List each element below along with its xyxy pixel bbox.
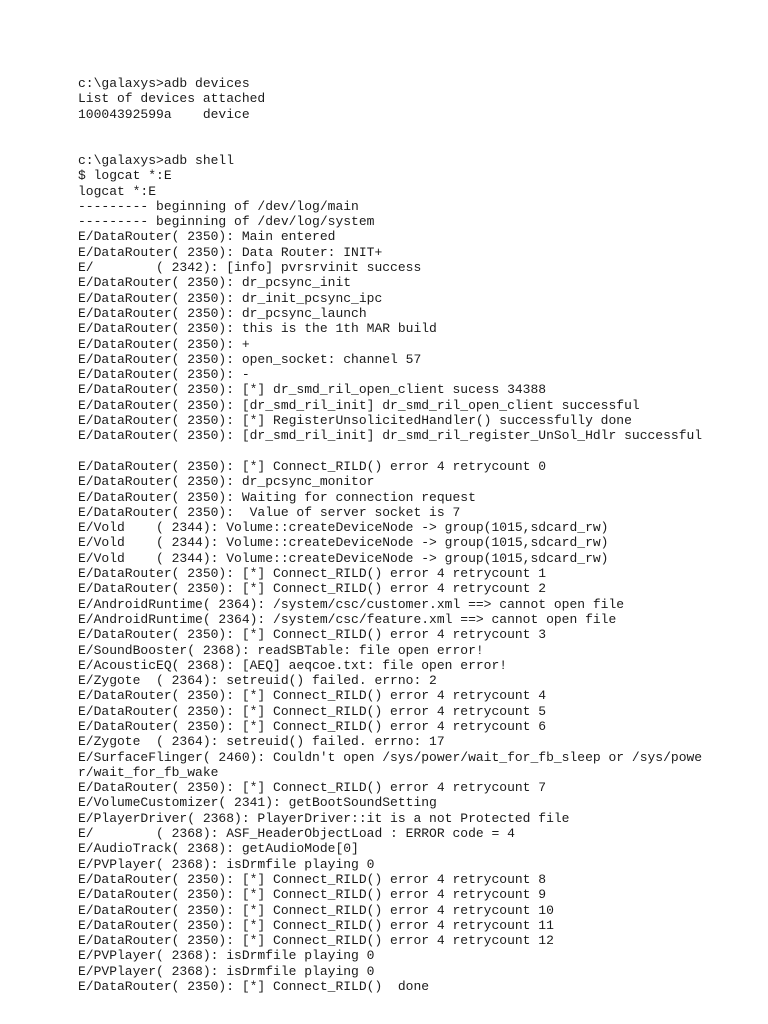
logcat-line: E/DataRouter( 2350): - bbox=[78, 367, 250, 383]
logcat-line: E/DataRouter( 2350): [dr_smd_ril_init] dr_smd_ril_register_UnSol_Hdlr successful bbox=[78, 428, 703, 444]
logcat-line: E/DataRouter( 2350): [*] Connect_RILD() error 4 retrycount 0 bbox=[78, 458, 547, 474]
logcat-line: E/DataRouter( 2350): [*] Connect_RILD() error 4 retrycount 4 bbox=[78, 688, 547, 704]
logcat-line: E/PlayerDriver( 2368): PlayerDriver::it is a not Protected file bbox=[78, 810, 570, 826]
logcat-line: E/Zygote ( 2364): setreuid() failed. errno: 17 bbox=[78, 734, 445, 750]
logcat-line: E/DataRouter( 2350): Main entered bbox=[78, 229, 336, 245]
logcat-line: E/DataRouter( 2350): dr_init_pcsync_ipc bbox=[78, 290, 383, 306]
logcat-line: --------- beginning of /dev/log/main bbox=[78, 198, 359, 214]
logcat-line: E/VolumeCustomizer( 2341): getBootSoundSetting bbox=[78, 795, 437, 811]
logcat-line: logcat *:E bbox=[78, 183, 157, 199]
logcat-line: E/SurfaceFlinger( 2460): Couldn't open /sys/power/wait_for_fb_sleep or /sys/powe bbox=[78, 749, 703, 765]
logcat-line: E/DataRouter( 2350): + bbox=[78, 336, 250, 352]
logcat-line: E/Vold ( 2344): Volume::createDeviceNode -> group(1015,sdcard_rw) bbox=[78, 520, 609, 536]
logcat-line: E/Vold ( 2344): Volume::createDeviceNode -> group(1015,sdcard_rw) bbox=[78, 550, 609, 566]
logcat-line: E/DataRouter( 2350): [*] Connect_RILD() error 4 retrycount 10 bbox=[78, 902, 554, 918]
logcat-line: E/DataRouter( 2350): [*] Connect_RILD() error 4 retrycount 11 bbox=[78, 917, 554, 933]
adb-devices-output bbox=[78, 76, 760, 122]
devices-line: List of devices attached bbox=[78, 91, 266, 107]
logcat-line: E/DataRouter( 2350): [*] Connect_RILD() error 4 retrycount 1 bbox=[78, 566, 547, 582]
logcat-line: E/DataRouter( 2350): [*] Connect_RILD() done bbox=[78, 979, 430, 995]
logcat-output bbox=[78, 153, 760, 994]
logcat-line: E/DataRouter( 2350): [*] Connect_RILD() error 4 retrycount 6 bbox=[78, 718, 547, 734]
logcat-line: E/SoundBooster( 2368): readSBTable: file open error! bbox=[78, 642, 484, 658]
logcat-line: E/DataRouter( 2350): dr_pcsync_launch bbox=[78, 305, 367, 321]
logcat-line: E/AcousticEQ( 2368): [AEQ] aeqcoe.txt: file open error! bbox=[78, 657, 508, 673]
logcat-line: E/PVPlayer( 2368): isDrmfile playing 0 bbox=[78, 856, 375, 872]
logcat-line: E/DataRouter( 2350): Data Router: INIT+ bbox=[78, 244, 383, 260]
logcat-line: --------- beginning of /dev/log/system bbox=[78, 214, 375, 230]
logcat-line: E/AudioTrack( 2368): getAudioMode[0] bbox=[78, 841, 359, 857]
devices-line: 10004392599a device bbox=[78, 106, 250, 122]
logcat-line: E/PVPlayer( 2368): isDrmfile playing 0 bbox=[78, 963, 375, 979]
logcat-line: E/DataRouter( 2350): Value of server socket is 7 bbox=[78, 504, 461, 520]
logcat-line: E/DataRouter( 2350): dr_pcsync_monitor bbox=[78, 474, 375, 490]
logcat-line: E/Zygote ( 2364): setreuid() failed. errno: 2 bbox=[78, 673, 437, 689]
logcat-line: E/DataRouter( 2350): [*] Connect_RILD() error 4 retrycount 3 bbox=[78, 627, 547, 643]
logcat-line: E/PVPlayer( 2368): isDrmfile playing 0 bbox=[78, 948, 375, 964]
logcat-line: E/DataRouter( 2350): [*] Connect_RILD() error 4 retrycount 2 bbox=[78, 581, 547, 597]
logcat-line: E/DataRouter( 2350): [*] Connect_RILD() error 4 retrycount 9 bbox=[78, 887, 547, 903]
devices-line: c:\galaxys>adb devices bbox=[78, 76, 250, 91]
logcat-line: E/DataRouter( 2350): this is the 1th MAR build bbox=[78, 321, 437, 337]
logcat-line: E/DataRouter( 2350): [*] RegisterUnsolicitedHandler() successfully done bbox=[78, 413, 632, 429]
logcat-line: E/DataRouter( 2350): [*] Connect_RILD() error 4 retrycount 8 bbox=[78, 871, 547, 887]
logcat-line: E/DataRouter( 2350): [*] Connect_RILD() error 4 retrycount 7 bbox=[78, 780, 547, 796]
logcat-line: E/DataRouter( 2350): Waiting for connection request bbox=[78, 489, 476, 505]
logcat-line: c:\galaxys>adb shell bbox=[78, 153, 235, 168]
logcat-line bbox=[78, 444, 760, 459]
logcat-line: E/DataRouter( 2350): [dr_smd_ril_init] dr_smd_ril_open_client successful bbox=[78, 397, 640, 413]
logcat-line: E/ ( 2368): ASF_HeaderObjectLoad : ERROR code = 4 bbox=[78, 826, 515, 842]
logcat-line: E/AndroidRuntime( 2364): /system/csc/customer.xml ==> cannot open file bbox=[78, 596, 625, 612]
logcat-line: E/Vold ( 2344): Volume::createDeviceNode -> group(1015,sdcard_rw) bbox=[78, 535, 609, 551]
logcat-line: E/DataRouter( 2350): [*] dr_smd_ril_open_client sucess 34388 bbox=[78, 382, 547, 398]
logcat-line: E/DataRouter( 2350): [*] Connect_RILD() error 4 retrycount 12 bbox=[78, 933, 554, 949]
logcat-line: $ logcat *:E bbox=[78, 168, 172, 184]
logcat-line: E/DataRouter( 2350): dr_pcsync_init bbox=[78, 275, 352, 291]
logcat-line: E/AndroidRuntime( 2364): /system/csc/feature.xml ==> cannot open file bbox=[78, 611, 617, 627]
logcat-line: E/ ( 2342): [info] pvrsrvinit success bbox=[78, 260, 422, 276]
logcat-line: r/wait_for_fb_wake bbox=[78, 764, 219, 780]
logcat-line: E/DataRouter( 2350): open_socket: channel 57 bbox=[78, 351, 422, 367]
logcat-line: E/DataRouter( 2350): [*] Connect_RILD() error 4 retrycount 5 bbox=[78, 703, 547, 719]
